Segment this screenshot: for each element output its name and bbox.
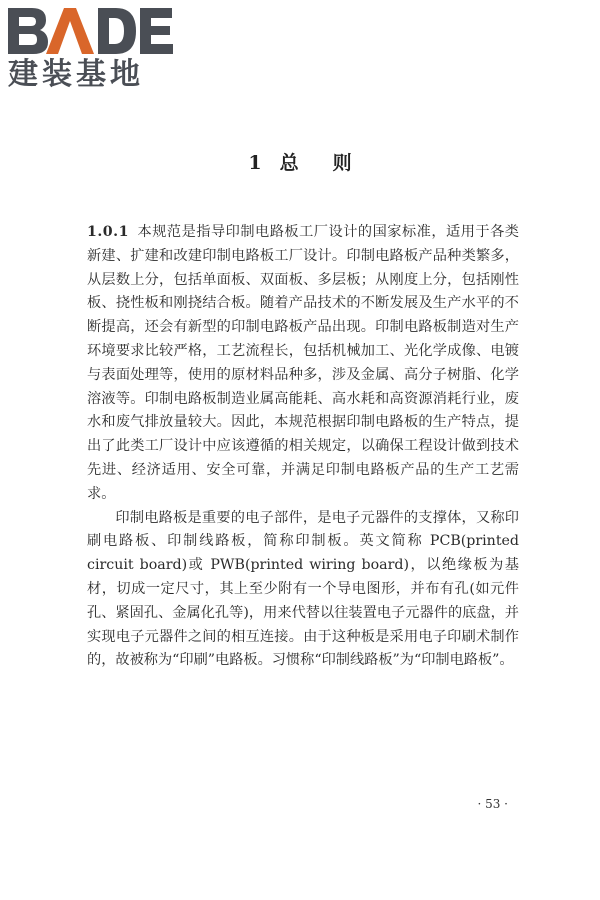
clause-number: 1.0.1	[87, 224, 129, 240]
chapter-number: 1	[248, 152, 262, 174]
bade-logo	[6, 4, 176, 96]
body-paragraph: 印制电路板是重要的电子部件，是电子元器件的支撑体，又称印刷电路板、印制线路板，简称印制板。英文简称 PCB(printed circuit board)或 PWB(printed wiring board)，以绝缘板为基材，切成一定尺寸，其上至少附有一个导电图形，并布有孔(如元件孔、紧固孔、金属化孔等)，用来代替以往装置电子元器件的底盘，并实现电子元器件之间的相互连接。由于这种板是采用电子印刷术制作的，故被称为“印刷”电路板。习惯称“印制线路板”为“印制电路板”。	[87, 509, 519, 669]
chapter-title-part1: 总	[279, 152, 299, 174]
logo-letter-a	[46, 8, 94, 54]
logo-letter-e	[140, 8, 173, 54]
clause-text: 本规范是指导印制电路板工厂设计的国家标准，适用于各类新建、扩建和改建印制电路板工厂设计。印制电路板产品种类繁多，从层数上分，包括单面板、双面板、多层板；从刚度上分，包括刚性板、挠性板和刚挠结合板。随着产品技术的不断发展及生产水平的不断提高，还会有新型的印制电路板产品出现。印制电路板制造对生产环境要求比较严格，工艺流程长，包括机械加工、光化学成像、电镀与表面处理等，使用的原材料品种多，涉及金属、高分子树脂、化学溶液等。印制电路板制造业属高能耗、高水耗和高资源消耗行业，废水和废气排放量较大。因此，本规范根据印制电路板的生产特点，提出了此类工厂设计中应该遵循的相关规定，以确保工程设计做到技术先进、经济适用、安全可靠，并满足印制电路板产品的生产工艺需求。	[87, 224, 519, 502]
clause-paragraph	[87, 221, 519, 507]
logo-chinese-text: 建装基地	[8, 57, 144, 92]
chapter-body	[87, 221, 519, 673]
bade-logo-wordmark	[6, 4, 176, 58]
logo-letter-b	[8, 8, 48, 54]
chapter-title	[0, 148, 600, 175]
page-number: · 53 ·	[477, 797, 508, 811]
chapter-title-part2: 则	[332, 152, 352, 174]
logo-letter-d	[98, 8, 136, 54]
